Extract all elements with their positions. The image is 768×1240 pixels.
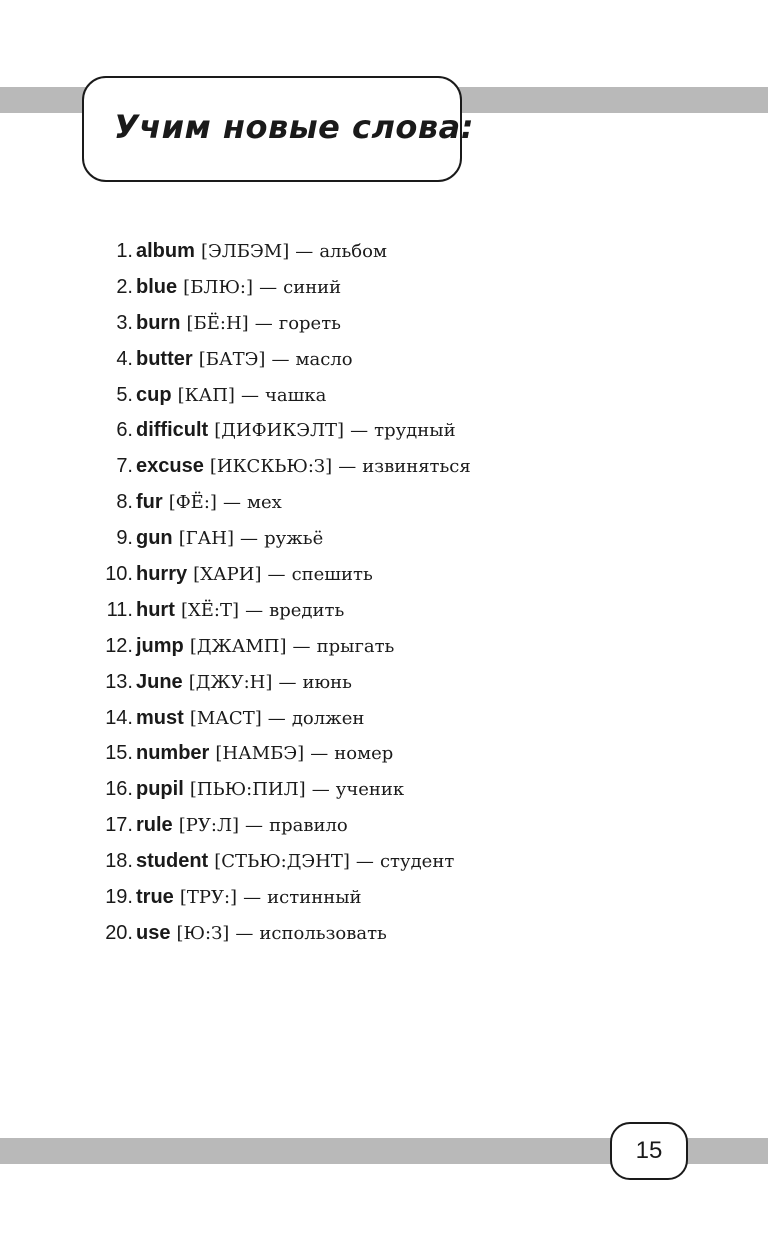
entry bbox=[136, 844, 454, 880]
dash: — bbox=[350, 420, 369, 442]
list-item bbox=[0, 449, 768, 485]
transcription: [ФЁ:] bbox=[168, 492, 217, 514]
translation: вредить bbox=[269, 599, 345, 621]
dash: — bbox=[310, 743, 329, 765]
transcription: [БЛЮ:] bbox=[183, 276, 254, 298]
transcription: [ХЁ:Т] bbox=[180, 599, 240, 621]
translation: спешить bbox=[291, 564, 373, 586]
english-word: hurry bbox=[136, 563, 188, 586]
entry bbox=[136, 629, 394, 665]
english-word: cup bbox=[136, 383, 172, 406]
dash: — bbox=[278, 671, 297, 693]
transcription: [БЁ:Н] bbox=[186, 312, 249, 334]
list-item bbox=[0, 557, 768, 593]
translation: номер bbox=[334, 743, 394, 765]
translation: прыгать bbox=[316, 635, 395, 657]
list-item bbox=[0, 413, 768, 449]
item-number: 7. bbox=[116, 455, 133, 478]
transcription: [ИКСКЬЮ:З] bbox=[209, 456, 333, 478]
translation: должен bbox=[291, 707, 365, 729]
translation: извиняться bbox=[362, 456, 471, 478]
transcription: [КАП] bbox=[177, 384, 235, 406]
entry bbox=[136, 880, 362, 916]
english-word: excuse bbox=[136, 455, 204, 478]
translation: масло bbox=[295, 348, 353, 370]
dash: — bbox=[245, 599, 264, 621]
dash: — bbox=[240, 528, 259, 550]
list-item bbox=[0, 701, 768, 737]
english-word: blue bbox=[136, 275, 178, 298]
item-number: 9. bbox=[116, 527, 133, 550]
list-item bbox=[0, 736, 768, 772]
item-number: 13. bbox=[105, 670, 133, 693]
item-number: 17. bbox=[105, 814, 133, 837]
english-word: true bbox=[136, 886, 174, 909]
transcription: [ДИФИКЭЛТ] bbox=[214, 420, 345, 442]
item-number: 16. bbox=[105, 778, 133, 801]
translation: правило bbox=[269, 815, 348, 837]
entry bbox=[136, 665, 352, 701]
english-word: gun bbox=[136, 527, 173, 550]
entry bbox=[136, 378, 326, 414]
dash: — bbox=[245, 815, 264, 837]
list-item bbox=[0, 593, 768, 629]
dash: — bbox=[311, 779, 330, 801]
page-title: Учим новые слова: bbox=[114, 108, 475, 146]
item-number: 8. bbox=[116, 491, 133, 514]
transcription: [МАСТ] bbox=[189, 707, 262, 729]
translation: мех bbox=[247, 492, 282, 514]
dash: — bbox=[338, 456, 357, 478]
entry bbox=[136, 557, 373, 593]
item-number: 2. bbox=[116, 275, 133, 298]
item-number: 3. bbox=[116, 311, 133, 334]
translation: ружьё bbox=[264, 528, 324, 550]
entry bbox=[136, 413, 456, 449]
transcription: [СТЬЮ:ДЭНТ] bbox=[214, 851, 350, 873]
entry bbox=[136, 342, 353, 378]
list-item bbox=[0, 378, 768, 414]
entry bbox=[136, 234, 387, 270]
entry bbox=[136, 449, 471, 485]
dash: — bbox=[355, 851, 374, 873]
list-item bbox=[0, 306, 768, 342]
dash: — bbox=[222, 492, 241, 514]
english-word: burn bbox=[136, 311, 181, 334]
list-item bbox=[0, 844, 768, 880]
entry bbox=[136, 916, 387, 952]
translation: истинный bbox=[267, 887, 362, 909]
english-word: rule bbox=[136, 814, 173, 837]
transcription: [Ю:З] bbox=[176, 922, 230, 944]
dash: — bbox=[267, 564, 286, 586]
transcription: [ПЬЮ:ПИЛ] bbox=[189, 779, 306, 801]
item-number: 11. bbox=[106, 598, 133, 621]
entry bbox=[136, 736, 393, 772]
english-word: use bbox=[136, 921, 171, 944]
transcription: [РУ:Л] bbox=[178, 815, 239, 837]
translation: использовать bbox=[259, 922, 387, 944]
translation: ученик bbox=[335, 779, 405, 801]
entry bbox=[136, 593, 344, 629]
title-box bbox=[82, 76, 475, 182]
item-number: 14. bbox=[105, 706, 133, 729]
entry bbox=[136, 485, 282, 521]
english-word: must bbox=[136, 706, 184, 729]
translation: чашка bbox=[265, 384, 327, 406]
entry bbox=[136, 521, 323, 557]
transcription: [БАТЭ] bbox=[198, 348, 266, 370]
dash: — bbox=[243, 887, 262, 909]
entry bbox=[136, 270, 341, 306]
english-word: fur bbox=[136, 491, 163, 514]
english-word: butter bbox=[136, 347, 193, 370]
list-item bbox=[0, 342, 768, 378]
dash: — bbox=[267, 707, 286, 729]
english-word: number bbox=[136, 742, 210, 765]
list-item bbox=[0, 808, 768, 844]
entry bbox=[136, 772, 404, 808]
list-item bbox=[0, 772, 768, 808]
english-word: jump bbox=[136, 634, 184, 657]
list-item bbox=[0, 270, 768, 306]
english-word: hurt bbox=[136, 598, 175, 621]
entry bbox=[136, 808, 348, 844]
dash: — bbox=[292, 635, 311, 657]
item-number: 18. bbox=[105, 850, 133, 873]
list-item bbox=[0, 485, 768, 521]
item-number: 12. bbox=[105, 634, 133, 657]
dash: — bbox=[254, 312, 273, 334]
list-item bbox=[0, 880, 768, 916]
dash: — bbox=[259, 276, 278, 298]
translation: синий bbox=[283, 276, 342, 298]
list-item bbox=[0, 916, 768, 952]
item-number: 20. bbox=[105, 921, 133, 944]
vocabulary-list bbox=[0, 234, 768, 952]
translation: студент bbox=[379, 851, 455, 873]
list-item bbox=[0, 629, 768, 665]
transcription: [НАМБЭ] bbox=[215, 743, 305, 765]
transcription: [ГАН] bbox=[178, 528, 234, 550]
item-number: 19. bbox=[105, 886, 133, 909]
dash: — bbox=[235, 922, 254, 944]
translation: гореть bbox=[278, 312, 341, 334]
list-item bbox=[0, 234, 768, 270]
item-number: 5. bbox=[116, 383, 133, 406]
item-number: 6. bbox=[116, 419, 133, 442]
english-word: difficult bbox=[136, 419, 209, 442]
transcription: [ДЖУ:Н] bbox=[188, 671, 273, 693]
item-number: 10. bbox=[105, 563, 133, 586]
transcription: [ЭЛБЭМ] bbox=[200, 241, 290, 262]
dash: — bbox=[271, 348, 290, 370]
transcription: [ХАРИ] bbox=[193, 564, 262, 586]
transcription: [ДЖАМП] bbox=[189, 635, 287, 657]
translation: июнь bbox=[302, 671, 352, 693]
dash: — bbox=[295, 241, 314, 262]
english-word: student bbox=[136, 850, 209, 873]
english-word: pupil bbox=[136, 778, 184, 801]
page-number: 15 bbox=[610, 1122, 688, 1180]
item-number: 1. bbox=[116, 240, 133, 262]
item-number: 15. bbox=[105, 742, 133, 765]
entry bbox=[136, 306, 341, 342]
transcription: [ТРУ:] bbox=[179, 887, 238, 909]
list-item bbox=[0, 521, 768, 557]
dash: — bbox=[240, 384, 259, 406]
list-item bbox=[0, 665, 768, 701]
english-word: album bbox=[136, 240, 195, 262]
translation: альбом bbox=[319, 241, 387, 262]
entry bbox=[136, 701, 364, 737]
translation: трудный bbox=[374, 420, 456, 442]
item-number: 4. bbox=[116, 347, 133, 370]
english-word: June bbox=[136, 670, 183, 693]
